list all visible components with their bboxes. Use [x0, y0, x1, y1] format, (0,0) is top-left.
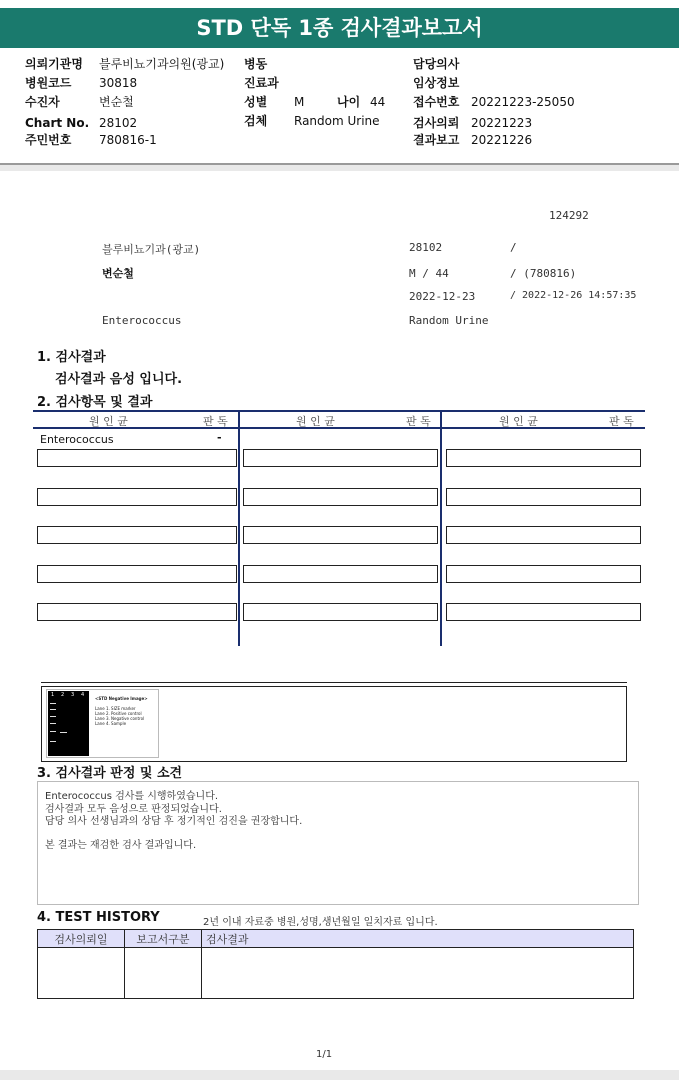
table-divider-1 — [238, 410, 240, 646]
history-header-request-date: 검사의뢰일 — [38, 930, 125, 948]
specimen-label: 검체 — [244, 114, 268, 128]
patient-label: 수진자 — [25, 95, 60, 109]
history-cell — [125, 948, 202, 999]
col-judgement-2: 판 독 — [406, 415, 431, 428]
history-header-report-type: 보고서구분 — [125, 930, 202, 948]
section3-title: 3. 검사결과 판정 및 소견 — [37, 766, 183, 781]
patient-value: 변순철 — [99, 95, 134, 109]
history-note: 2년 이내 자료중 병원,성명,생년월일 일치자료 입니다. — [203, 917, 438, 928]
info-request-date: 2022-12-23 — [409, 290, 476, 303]
specimen-value: Random Urine — [294, 114, 380, 128]
gel-lane-number: 4 — [81, 692, 85, 698]
page-number: 1/1 — [316, 1049, 333, 1060]
receipt-no-label: 접수번호 — [413, 95, 460, 109]
request-value: 20221223 — [471, 116, 533, 130]
result-box — [243, 488, 438, 506]
report-title: STD 단독 1종 검사결과보고서 — [0, 8, 679, 48]
result-box — [446, 449, 641, 467]
ward-label: 병동 — [244, 57, 268, 71]
section2-title: 2. 검사항목 및 결과 — [37, 395, 153, 410]
result-judgement: - — [217, 431, 222, 444]
opinion-line: Enterococcus 검사를 시행하였습니다. — [45, 791, 219, 802]
result-box — [446, 565, 641, 583]
result-box — [243, 603, 438, 621]
result-box — [37, 488, 237, 506]
table-divider-2 — [440, 410, 442, 646]
result-box — [243, 449, 438, 467]
opinion-line: 담당 의사 선생님과의 상담 후 정기적인 검진을 권장합니다. — [45, 816, 303, 827]
col-organism-1: 원 인 균 — [89, 415, 128, 428]
hospital-code-value: 30818 — [99, 76, 138, 90]
info-birth: / (780816) — [510, 267, 577, 280]
resident-no-value: 780816-1 — [99, 133, 157, 147]
report-value: 20221226 — [471, 133, 533, 147]
chart-no-value: 28102 — [99, 116, 138, 130]
col-judgement-3: 판 독 — [609, 415, 634, 428]
gel-separator — [41, 682, 627, 683]
history-header-result: 검사결과 — [202, 930, 634, 948]
receipt-no-value: 20221223-25050 — [471, 95, 575, 109]
history-table — [37, 929, 634, 999]
result-box — [446, 526, 641, 544]
history-cell — [38, 948, 125, 999]
resident-no-label: 주민번호 — [25, 133, 72, 147]
section1-title: 1. 검사결과 — [37, 350, 106, 365]
info-patient: 변순철 — [102, 267, 134, 280]
col-organism-3: 원 인 균 — [499, 415, 538, 428]
result-box — [243, 526, 438, 544]
info-clinic: 블루비뇨기과(광교) — [102, 243, 201, 256]
section4-title: 4. TEST HISTORY — [37, 910, 160, 925]
section1-result: 검사결과 음성 입니다. — [55, 372, 183, 387]
opinion-line: 검사결과 모두 음성으로 판정되었습니다. — [45, 804, 222, 815]
info-specimen: Random Urine — [409, 314, 489, 327]
doc-code: 124292 — [549, 209, 589, 222]
sex-label: 성별 — [244, 95, 268, 109]
result-box — [446, 603, 641, 621]
info-slash: / — [510, 241, 517, 254]
age-value: 44 — [370, 95, 386, 109]
footer-gray-band — [0, 1070, 679, 1080]
col-organism-2: 원 인 균 — [296, 415, 335, 428]
result-box — [37, 603, 237, 621]
gel-lane-number: 1 — [51, 692, 55, 698]
opinion-line: 본 결과는 재검한 검사 결과입니다. — [45, 840, 197, 851]
clinical-info-label: 임상정보 — [413, 76, 460, 90]
gel-lane-legend: Lane 1. SIZE marker — [95, 706, 136, 711]
col-judgement-1: 판 독 — [203, 415, 228, 428]
gel-lane-legend: Lane 4. Sample — [95, 721, 127, 726]
hospital-label: 의뢰기관명 — [25, 57, 83, 71]
doctor-label: 담당의사 — [413, 57, 460, 71]
sex-value: M — [294, 95, 305, 109]
table-top-line — [33, 410, 645, 412]
age-label: 나이 — [337, 95, 361, 109]
request-label: 검사의뢰 — [413, 116, 460, 130]
result-box — [37, 449, 237, 467]
hospital-code-label: 병원코드 — [25, 76, 72, 90]
info-report-time: / 2022-12-26 14:57:35 — [510, 290, 637, 301]
result-box — [446, 488, 641, 506]
gel-caption-title: <STD Negative Image> — [95, 696, 148, 701]
hospital-value: 블루비뇨기과의원(광교) — [99, 57, 225, 71]
info-chart: 28102 — [409, 241, 443, 254]
header-gray-band — [0, 165, 679, 171]
gel-lane-legend: Lane 3. Negative control — [95, 716, 145, 721]
gel-lane-number: 3 — [71, 692, 75, 698]
gel-lane-legend: Lane 2. Positive control — [95, 711, 142, 716]
report-label: 결과보고 — [413, 133, 460, 147]
gel-image — [48, 691, 89, 756]
result-box — [37, 526, 237, 544]
department-label: 진료과 — [244, 76, 279, 90]
history-cell — [202, 948, 634, 999]
result-box — [243, 565, 438, 583]
info-test-name: Enterococcus — [102, 314, 182, 327]
chart-no-label: Chart No. — [25, 116, 90, 130]
info-sex-age: M / 44 — [409, 267, 449, 280]
result-organism: Enterococcus — [40, 433, 114, 446]
result-box — [37, 565, 237, 583]
gel-lane-number: 2 — [61, 692, 65, 698]
